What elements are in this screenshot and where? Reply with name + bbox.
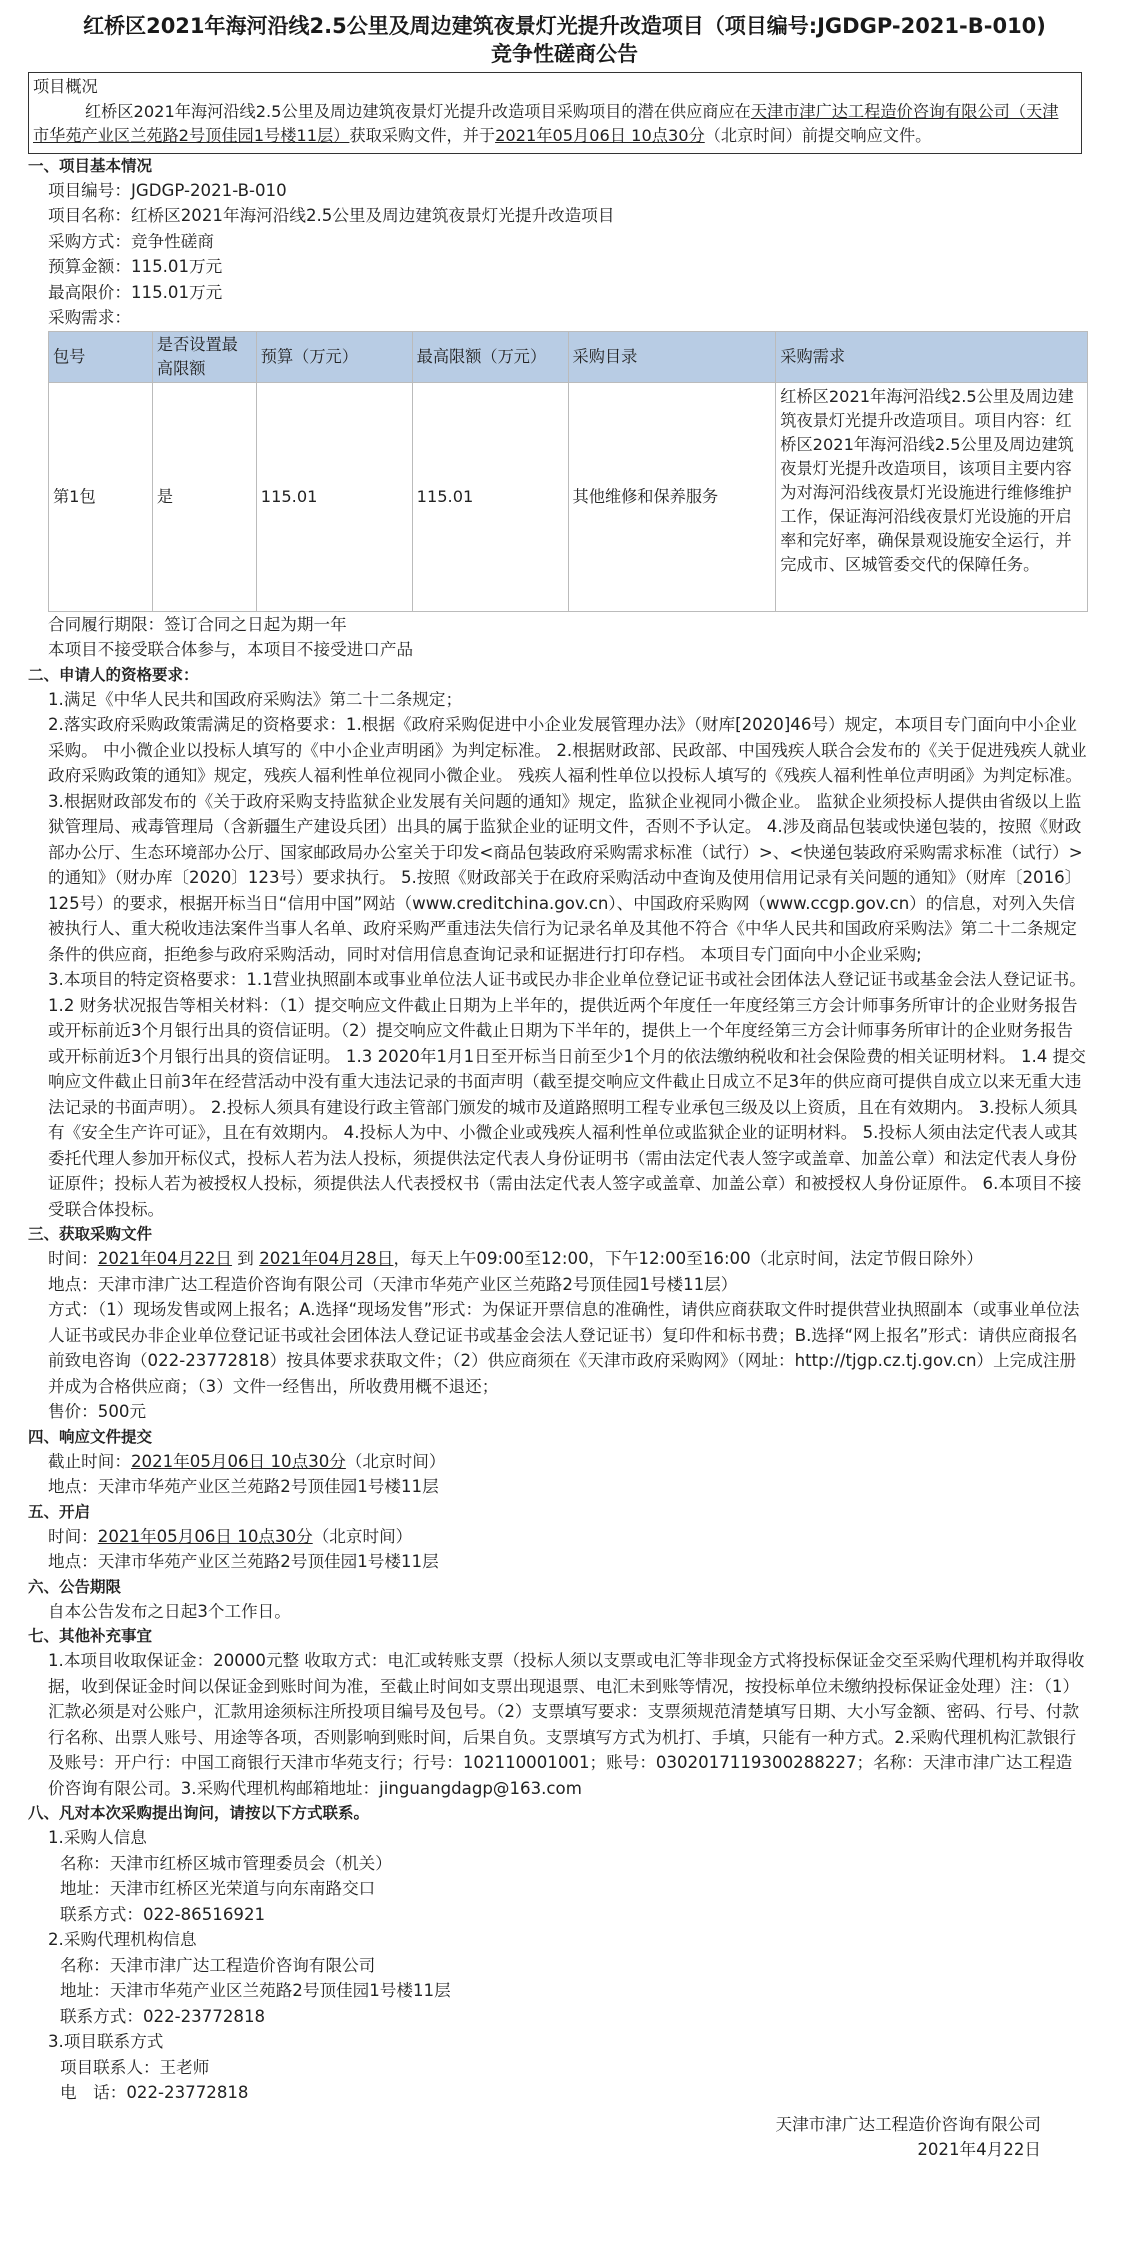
table-header-row (49, 331, 1088, 382)
opening-time-timezone: （北京时间） (312, 1526, 413, 1546)
table-cell: 第1包 (49, 382, 153, 611)
table-cell: 红桥区2021年海河沿线2.5公里及周边建筑夜景灯光提升改造项目。项目内容：红桥区2021年海河沿线2.5公里及周边建筑夜景灯光提升改造项目，该项目主要内容为对海河沿线夜景灯光设施进行维修维护工作，保证海河沿线夜景灯光设施的开启率和完好率，确保景观设施安全运行，并完成市、区城管委交代的保障任务。 (776, 382, 1088, 611)
acquire-time-label: 时间： (48, 1249, 98, 1268)
table-header-cell: 包号 (49, 331, 153, 382)
overview-agency-link: 天津市津广达工程造价咨询有限公司（天津市华苑产业区兰苑路2号顶佳园1号楼11层） (33, 101, 1059, 145)
table-header-cell: 最高限额（万元） (412, 331, 568, 382)
qualification-3: 3.本项目的特定资格要求：1.1营业执照副本或事业单位法人证书或民办非企业单位登记证书或社会团体法人登记证书或基金会法人登记证书。 1.2 财务状况报告等相关材料：（1）提交响应文件截止日期为上半年的，提供近两个年度任一年度经第三方会计师事务所审计的企业财务报告或开标前近3个月银行出具的资信证明。（2）提交响应文件截止日期为下半年的，提供上一个年度经第三方会计师事务所审计的企业财务报告或开标前近3个月银行出具的资信证明。 1.3 2020年1月1日至开标当日前至少1个月的依法缴纳税收和社会保险费的相关证明材料。 1.4 提交响应文件截止日前3年在经营活动中没有重大违法记录的书面声明（截至提交响应文件截止日成立不足3年的供应商可提供自成立以来无重大违法记录的书面声明）。 2.投标人须具有建设行政主管部门颁发的城市及道路照明工程专业承包三级及以上资质，且在有效期内。 3.投标人须具有《安全生产许可证》，且在有效期内。 4.投标人为中、小微企业或残疾人福利性单位或监狱企业的证明材料。 5.投标人须由法定代表人或其委托代理人参加开标仪式，投标人若为法人投标，须提供法定代表人身份证明书（需由法定代表人签字或盖章、加盖公章）和法定代表人身份证原件；投标人若为被授权人投标，须提供法人代表授权书（需由法定代表人签字或盖章、加盖公章）和被授权人身份证原件。 6.本项目不接受联合体投标。 (48, 970, 1086, 1219)
table-header-cell: 采购目录 (568, 331, 776, 382)
opening-place: 地点：天津市华苑产业区兰苑路2号顶佳园1号楼11层 (48, 1552, 439, 1571)
section-1-heading: 一、项目基本情况 (28, 156, 153, 175)
table-row (49, 382, 1088, 611)
overview-text-c: （北京时间）前提交响应文件。 (704, 126, 932, 145)
submission-place: 地点：天津市华苑产业区兰苑路2号顶佳园1号楼11层 (48, 1477, 439, 1496)
overview-text-a: 红桥区2021年海河沿线2.5公里及周边建筑夜景灯光提升改造项目采购项目的潜在供应商应在 (85, 101, 751, 121)
project-overview-box (28, 72, 1082, 154)
opening-time-label: 时间： (48, 1526, 98, 1546)
qualification-1: 1.满足《中华人民共和国政府采购法》第二十二条规定； (48, 689, 463, 709)
acquire-time-end: 2021年04月28日 (259, 1249, 394, 1268)
opening-time-value: 2021年05月06日 10点30分 (97, 1526, 313, 1546)
purchaser-title: 1.采购人信息 (48, 1828, 147, 1847)
budget-amount: 预算金额：115.01万元 (48, 257, 223, 276)
table-header-cell: 预算（万元） (256, 331, 412, 382)
overview-text-b: 获取采购文件，并于 (349, 126, 496, 145)
purchaser-address: 地址：天津市红桥区光荣道与向东南路交口 (60, 1879, 376, 1898)
deadline-label: 截止时间： (48, 1451, 131, 1471)
submission-deadline (48, 1449, 1088, 1475)
overview-text (33, 100, 1073, 149)
announcement-period: 自本公告发布之日起3个工作日。 (48, 1601, 291, 1621)
agency-contact: 联系方式：022-23772818 (60, 2006, 266, 2026)
contract-period: 合同履行期限：签订合同之日起为期一年 (48, 614, 347, 634)
document-price: 售价：500元 (48, 1402, 147, 1421)
project-name: 项目名称：红桥区2021年海河沿线2.5公里及周边建筑夜景灯光提升改造项目 (48, 206, 615, 225)
table-header-cell: 是否设置最高限额 (152, 331, 256, 382)
agency-address: 地址：天津市华苑产业区兰苑路2号顶佳园1号楼11层 (60, 1981, 451, 2000)
project-contact-phone: 电 话：022-23772818 (60, 2083, 249, 2102)
agency-name: 名称：天津市津广达工程造价咨询有限公司 (60, 1955, 376, 1975)
acquire-place: 地点：天津市津广达工程造价咨询有限公司（天津市华苑产业区兰苑路2号顶佳园1号楼11层） (48, 1274, 738, 1294)
table-cell: 其他维修和保养服务 (568, 382, 776, 611)
table-header-cell: 采购需求 (776, 331, 1088, 382)
project-number: 项目编号：JGDGP-2021-B-010 (48, 180, 287, 200)
acquire-time-start: 2021年04月22日 (97, 1249, 233, 1268)
section-6-heading: 六、公告期限 (28, 1577, 122, 1596)
acquire-method: 方式：（1）现场发售或网上报名；A.选择“现场发售”形式：为保证开票信息的准确性，请供应商获取文件时提供营业执照副本（或事业单位法人证书或民办非企业单位登记证书或社会团体法人登记证书或基金会法人登记证书）复印件和标书费；B.选择“网上报名”形式：请供应商报名前致电咨询（022-23772818）按具体要求获取文件；（2）供应商须在《天津市政府采购网》（网址：http://tjgp.cz.tj.gov.cn）上完成注册并成为合格供应商；（3）文件一经售出，所收费用概不退还； (48, 1300, 1080, 1396)
procurement-method: 采购方式：竞争性磋商 (48, 231, 214, 251)
deadline-value: 2021年05月06日 10点30分 (130, 1451, 346, 1471)
signature-date: 2021年4月22日 (917, 2140, 1041, 2159)
signature-organization: 天津市津广达工程造价咨询有限公司 (775, 2114, 1041, 2134)
max-price: 最高限价：115.01万元 (48, 282, 223, 302)
section-5-heading: 五、开启 (28, 1502, 91, 1521)
consortium-note: 本项目不接受联合体参与，本项目不接受进口产品 (48, 640, 414, 659)
table-cell: 是 (152, 382, 256, 611)
overview-deadline: 2021年05月06日 10点30分 (495, 126, 705, 145)
project-contact-title: 3.项目联系方式 (48, 2032, 164, 2051)
table-cell: 115.01 (256, 382, 412, 611)
acquire-time-to: 到 (232, 1249, 260, 1268)
purchaser-contact: 联系方式：022-86516921 (60, 1904, 266, 1924)
qualification-2: 2.落实政府采购政策需满足的资格要求：1.根据《政府采购促进中小企业发展管理办法》（财库[2020]46号）规定，本项目专门面向中小企业采购。 中小微企业以投标人填写的《中小企业声明函》为判定标准。 2.根据财政部、民政部、中国残疾人联合会发布的《关于促进残疾人就业政府采购政策的通知》规定，残疾人福利性单位视同小微企业。 残疾人福利性单位以投标人填写的《残疾人福利性单位声明函》为判定标准。 3.根据财政部发布的《关于政府采购支持监狱企业发展有关问题的通知》规定，监狱企业视同小微企业。 监狱企业须投标人提供由省级以上监狱管理局、戒毒管理局（含新疆生产建设兵团）出具的属于监狱企业的证明文件，否则不予认定。 4.涉及商品包装或快递包装的，按照《财政部办公厅、生态环境部办公厅、国家邮政局办公室关于印发<商品包装政府采购需求标准（试行）>、<快递包装政府采购需求标准（试行）>的通知》（财办库〔2020〕123号）要求执行。 5.按照《财政部关于在政府采购活动中查询及使用信用记录有关问题的通知》（财库〔2016〕125号）的要求，根据开标当日“信用中国”网站（www.creditchina.gov.cn）、中国政府采购网（www.ccgp.gov.cn）的信息，对列入失信被执行人、重大税收违法案件当事人名单、政府采购严重违法失信行为记录名单及其他不符合《中华人民共和国政府采购法》第二十二条规定条件的供应商，拒绝参与政府采购活动，同时对信用信息查询记录和证据进行打印存档。 本项目专门面向中小企业采购; (48, 715, 1087, 964)
title-line-1: 红桥区2021年海河沿线2.5公里及周边建筑夜景灯光提升改造项目（项目编号:JGDGP-2021-B-010) (83, 14, 1046, 38)
page-title (22, 12, 1107, 68)
acquire-time-rest: ，每天上午09:00至12:00，下午12:00至16:00（北京时间，法定节假日除外） (393, 1249, 983, 1268)
demand-label: 采购需求： (48, 308, 131, 327)
title-line-2: 竞争性磋商公告 (491, 42, 638, 66)
section-3-heading: 三、获取采购文件 (28, 1225, 153, 1243)
acquire-time (48, 1246, 1088, 1272)
overview-heading: 项目概况 (33, 77, 98, 96)
table-cell: 115.01 (412, 382, 568, 611)
agency-title: 2.采购代理机构信息 (48, 1930, 197, 1949)
section-2-heading: 二、申请人的资格要求： (28, 665, 199, 684)
procurement-table (48, 331, 1088, 612)
project-contact-person: 项目联系人：王老师 (60, 2057, 210, 2077)
purchaser-name: 名称：天津市红桥区城市管理委员会（机关） (60, 1853, 392, 1873)
section-4-heading: 四、响应文件提交 (28, 1427, 153, 1446)
section-8-heading: 八、凡对本次采购提出询问，请按以下方式联系。 (28, 1804, 370, 1822)
deadline-timezone: （北京时间） (345, 1451, 446, 1471)
supplementary-info: 1.本项目收取保证金：20000元整 收取方式：电汇或转账支票（投标人须以支票或电汇等非现金方式将投标保证金交至采购代理机构并取得收据，收到保证金时间以保证金到账时间为准，至截止时间如支票出现退票、电汇未到账等情况，按投标单位未缴纳投标保证金处理）注：（1）汇款必须是对公账户，汇款用途须标注所投项目编号及包号。（2）支票填写要求：支票须规范清楚填写日期、大小写金额、密码、行号、付款行名称、出票人账号、用途等各项，否则影响到账时间，后果自负。支票填写方式为机打、手填，只能有一种方式。2.采购代理机构汇款银行及账号：开户行：中国工商银行天津市华苑支行；行号：102110001001；账号：0302017119300288227；名称：天津市津广达工程造价咨询有限公司。3.采购代理机构邮箱地址：jinguangdagp@163.com (48, 1651, 1085, 1798)
opening-time (48, 1524, 1088, 1550)
section-7-heading: 七、其他补充事宜 (28, 1627, 153, 1645)
